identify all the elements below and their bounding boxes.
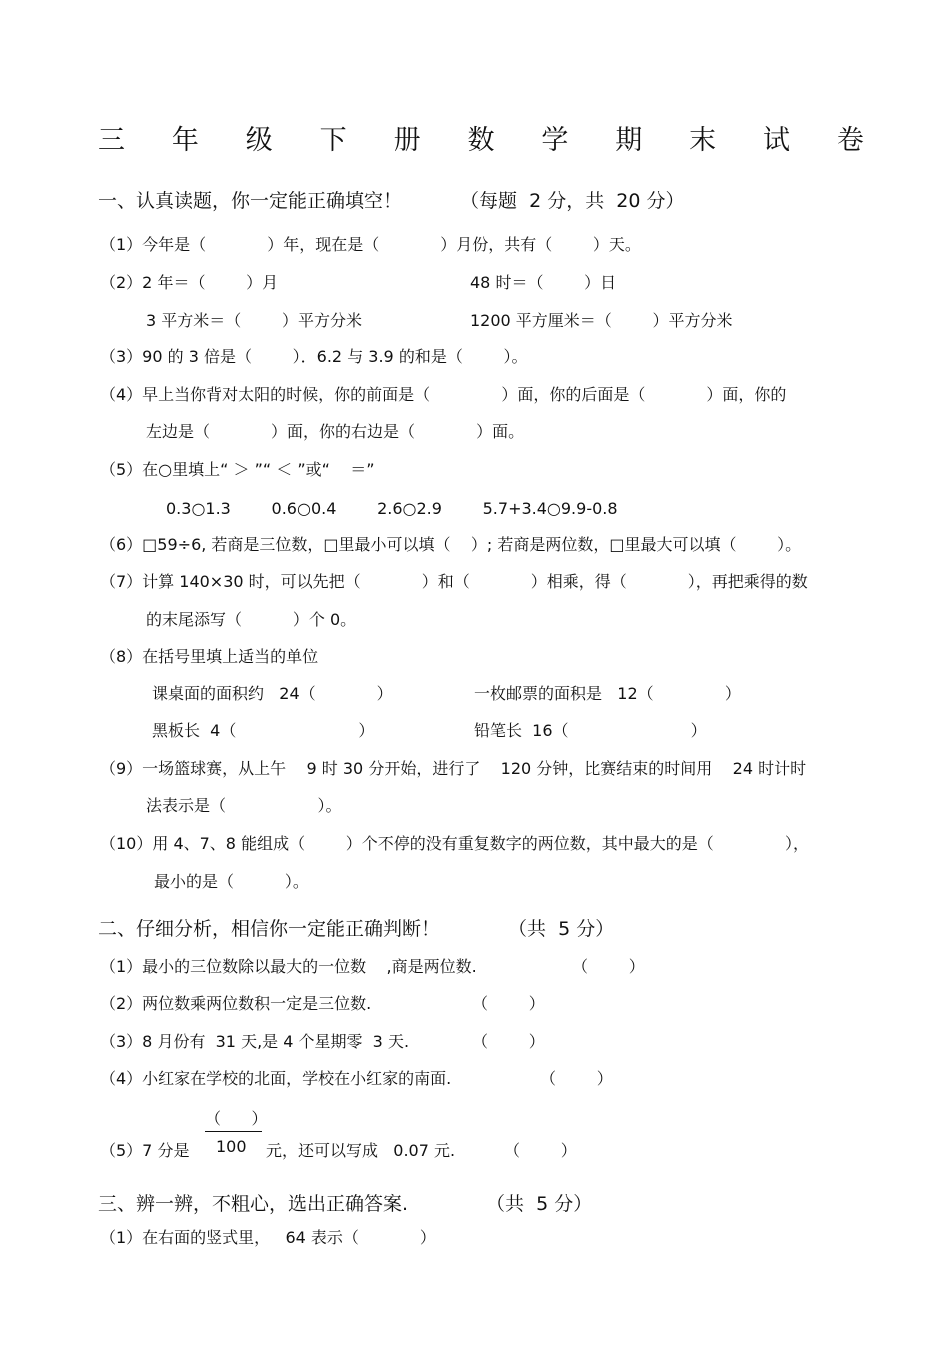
question-1-2a: （2）2 年＝（ ）月 xyxy=(100,273,279,292)
question-1-7a: （7）计算 140×30 时，可以先把（ ）和（ ）相乘，得（ ），再把乘得的数 xyxy=(100,572,808,591)
question-1-8c: 黑板长 4（ ） xyxy=(152,721,375,740)
question-1-10b: 最小的是（ ）。 xyxy=(154,872,309,891)
question-1-3: （3）90 的 3 倍是（ ）．6.2 与 3.9 的和是（ ）。 xyxy=(100,347,528,366)
fraction-denominator: 100 xyxy=(216,1137,247,1156)
question-1-7b: 的末尾添写（ ）个 0。 xyxy=(146,610,357,629)
question-1-10a: （10）用 4、7、8 能组成（ ）个不停的没有重复数字的两位数，其中最大的是（ ）， xyxy=(100,834,809,853)
title-char: 三 xyxy=(98,125,125,156)
question-1-4a: （4）早上当你背对太阳的时候，你的前面是（ ）面，你的后面是（ ）面，你的 xyxy=(100,385,787,404)
title-char: 下 xyxy=(319,125,347,156)
question-1-2c: 3 平方米＝（ ）平方分米 xyxy=(146,311,362,330)
question-2-5: （5）7 分是 xyxy=(100,1141,190,1160)
question-1-9b: 法表示是（ ）。 xyxy=(146,796,342,815)
answer-paren-2-2: （ ） xyxy=(472,994,545,1013)
question-2-1: （1）最小的三位数除以最大的一位数 ,商是两位数. xyxy=(100,957,477,976)
title-char: 年 xyxy=(171,125,199,156)
fraction-bar xyxy=(205,1131,262,1132)
title-char: 数 xyxy=(467,125,495,156)
answer-paren-2-4: （ ） xyxy=(540,1069,613,1088)
question-2-5-rest: 元，还可以写成 0.07 元. xyxy=(266,1141,456,1160)
section2-score: （共 5 分） xyxy=(508,918,615,940)
section1-score: （每题 2 分，共 20 分） xyxy=(460,190,685,212)
title-char: 学 xyxy=(541,125,569,156)
section3-score: （共 5 分） xyxy=(486,1193,593,1215)
section1-heading: 一、认真读题，你一定能正确填空！ xyxy=(98,190,403,212)
question-1-5a: （5）在○里填上“ ＞ ”“ ＜ ”或“ ＝” xyxy=(100,460,375,479)
question-2-4: （4）小红家在学校的北面，学校在小红家的南面. xyxy=(100,1069,452,1088)
title-char: 级 xyxy=(245,125,273,156)
fraction xyxy=(203,1106,268,1156)
title-char: 试 xyxy=(763,125,791,156)
question-1-2d: 1200 平方厘米＝（ ）平方分米 xyxy=(470,311,733,330)
page-title xyxy=(98,118,864,157)
question-1-8a: 课桌面的面积约 24（ ） xyxy=(152,684,393,703)
answer-paren-2-3: （ ） xyxy=(472,1032,545,1051)
question-3-1: （1）在右面的竖式里， 64 表示（ ） xyxy=(100,1228,436,1247)
question-1-8b: 一枚邮票的面积是 12（ ） xyxy=(474,684,741,703)
question-2-3: （3）8 月份有 31 天,是 4 个星期零 3 天. xyxy=(100,1032,410,1051)
section2-heading: 二、仔细分析，相信你一定能正确判断！ xyxy=(98,918,441,940)
fraction-numerator: （ ） xyxy=(205,1109,268,1128)
title-char: 册 xyxy=(393,125,421,156)
title-char: 末 xyxy=(689,125,717,156)
question-1-4b: 左边是（ ）面，你的右边是（ ）面。 xyxy=(146,422,525,441)
answer-paren-2-5: （ ） xyxy=(504,1141,577,1160)
question-1-5b: 0.3○1.3 0.6○0.4 2.6○2.9 5.7+3.4○9.9-0.8 xyxy=(166,499,618,518)
question-2-2: （2）两位数乘两位数积一定是三位数. xyxy=(100,994,372,1013)
question-1-8d: 铅笔长 16（ ） xyxy=(474,721,707,740)
section3-heading: 三、辨一辨，不粗心，选出正确答案. xyxy=(98,1193,409,1215)
title-char: 卷 xyxy=(836,125,864,156)
question-1-9a: （9）一场篮球赛，从上午 9 时 30 分开始，进行了 120 分钟，比赛结束的时间用 24 时计时 xyxy=(100,759,807,778)
question-1-2b: 48 时＝（ ）日 xyxy=(470,273,617,292)
title-char: 期 xyxy=(615,125,643,156)
answer-paren-2-1: （ ） xyxy=(572,957,645,976)
question-1-6: （6）□59÷6, 若商是三位数，□里最小可以填（ ）; 若商是两位数，□里最大可以填（ ）。 xyxy=(100,535,802,554)
question-1-1: （1）今年是（ ）年，现在是（ ）月份，共有（ ）天。 xyxy=(100,235,641,254)
question-1-8: （8）在括号里填上适当的单位 xyxy=(100,647,319,666)
